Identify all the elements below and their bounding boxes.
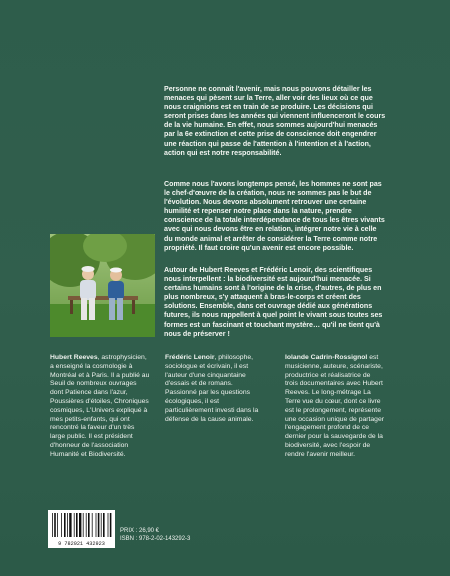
isbn-label: ISBN : 978-2-02-143292-3 [120, 536, 191, 542]
bio-name: Iolande Cadrin-Rossignol [285, 354, 368, 361]
barcode-digits: 9 782021 432923 [58, 541, 105, 547]
authors-photo-illustration [50, 234, 155, 337]
barcode-bar [98, 513, 100, 537]
barcode-bar [96, 513, 97, 537]
barcode-bar [79, 513, 81, 537]
evolution-paragraph: Comme nous l'avons longtemps pensé, les hommes ne sont pas le chef-d'œuvre de la création, nous ne sommes pas le but de l'évolution. Nous devons absolument retrouver une certaine humilité et repenser notre place dans la nature, prendre conscience de la totale interdépendance de tous les êtres vivants avec qui nous devons être en relation, intégrer notre vie à celle du monde animal et arrêter de considérer la Terre comme notre propriété. Il faut croire qu'un avenir est encore possible. [164, 180, 385, 252]
bio-text: , astrophysicien, a enseigné la cosmologie à Montréal et à Paris. Il a publié au Seuil de nombreux ouvrages dont Patience dans l'azur, Poussières d'étoiles, Chroniques cosmiques, L'Univers expliqué à mes petits-enfants, qui ont rencontré la faveur d'un très large public. Il est président d'honneur de l'association Humanité et Biodiversité. [50, 354, 150, 458]
barcode-bar [108, 513, 109, 537]
barcode-bar [103, 513, 105, 537]
barcode-bar [76, 513, 78, 537]
barcode-bar [61, 513, 62, 537]
barcode-bars [48, 510, 115, 540]
barcode-bar [110, 513, 112, 537]
barcode-bar [57, 513, 58, 537]
intro-paragraph: Personne ne connaît l'avenir, mais nous pouvons détailler les menaces qui pèsent sur la Terre, aller voir des lieux où ce que nous craignions est en train de se produire. Les décisions qui seront prises dans les années qui viennent influenceront le cours de la vie humaine. En effet, nous sommes aujourd'hui menacés par la 6e extinction et cette prise de conscience doit engendrer une réaction qui passe de l'attention à l'intention et à l'action, action qui est notre responsabilité. [164, 85, 386, 157]
barcode-bar [64, 513, 66, 537]
price-block [120, 527, 190, 543]
barcode-bar [83, 513, 84, 537]
barcode-bar [101, 513, 102, 537]
barcode-bar [88, 513, 90, 537]
bio-name: Hubert Reeves [50, 354, 98, 361]
barcode-bar [54, 513, 56, 537]
authors-paragraph: Autour de Hubert Reeves et Frédéric Lenoir, des scientifiques nous interpellent : la biodiversité est aujourd'hui menacée. Si certains humains sont à l'origine de la crise, d'autres, de plus en plus nombreux, s'y attaquent à bras-le-corps et créent des solutions. Ensemble, dans cet ouvrage dédié aux générations futures, ils nous rappellent à quel point le vivant sous toutes ses formes est un fascinant et touchant mystère… qu'il ne tient qu'à nous de préserver ! [164, 266, 383, 338]
barcode-bar [74, 513, 75, 537]
bio-text: est musicienne, auteure, scénariste, productrice et réalisatrice de trois documentaires avec Hubert Reeves. Le long-métrage La Terre vue du cœur, dont ce livre est le prolongement, représente une occasion unique de partager l'engagement profond de ce dernier pour la sauvegarde de la biodiversité, avec l'espoir de rendre l'avenir meilleur. [285, 354, 385, 458]
authors-photo [50, 234, 155, 337]
barcode-bar [52, 513, 53, 537]
bio-name: Frédéric Lenoir [165, 354, 215, 361]
bio-iolande-cadrin-rossignol [285, 354, 385, 460]
bio-text: , philosophe, sociologue et écrivain, il est l'auteur d'une cinquantaine d'essais et de romans. Passionné par les questions écologiques, il est particulièrement investi dans la défense de la cause animale. [165, 354, 259, 423]
price-label: PRIX : 26,90 € [120, 528, 160, 534]
barcode-bar [67, 513, 68, 537]
barcode-bar [86, 513, 87, 537]
bio-frederic-lenoir [165, 354, 265, 424]
barcode-bar [92, 513, 93, 537]
barcode-bar [69, 513, 71, 537]
bio-hubert-reeves [50, 354, 150, 460]
